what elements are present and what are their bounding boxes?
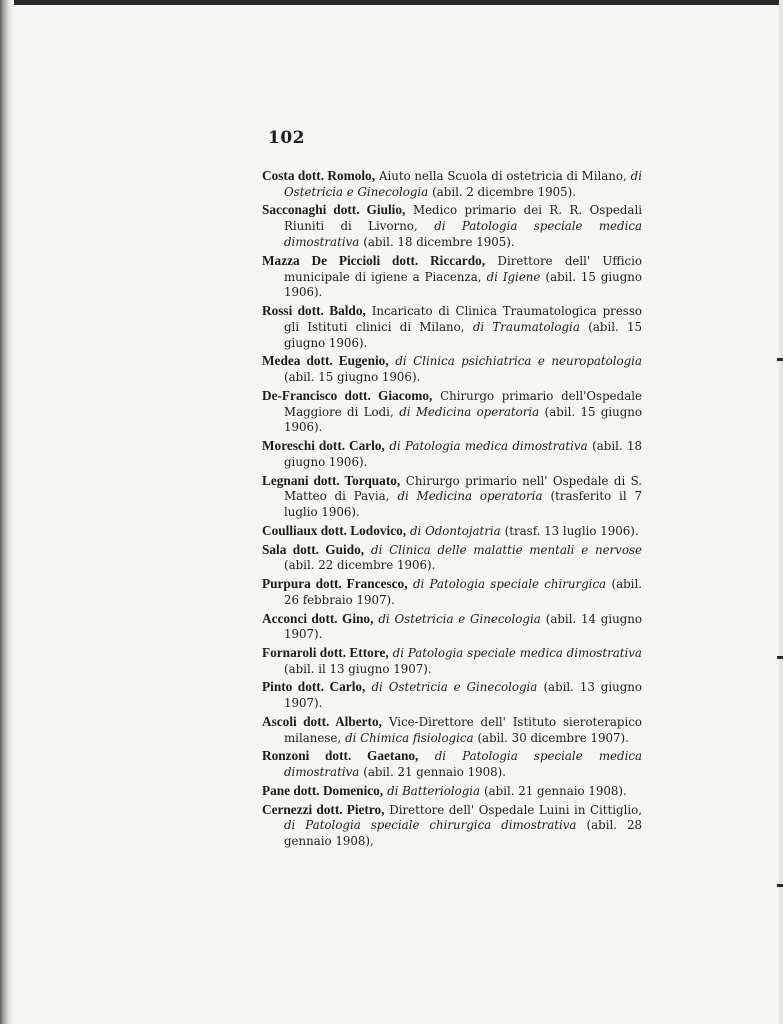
entry-subject: di Patologia speciale medica dimostrativa: [284, 219, 642, 250]
entry-subject: di Ostetricia e Ginecologia: [284, 169, 642, 199]
entry-name: Pane dott. Domenico,: [262, 782, 384, 798]
entry-date: (abil. 18 giugno 1906).: [284, 439, 642, 469]
entry-date: (abil. 21 gennaio 1908).: [483, 783, 627, 798]
entry-date: (abil. 28 gennaio 1908),: [284, 818, 642, 849]
right-edge-mark: [777, 656, 783, 659]
entry-subject: di Patologia medica dimostrativa: [389, 439, 588, 454]
top-border-line: [0, 0, 783, 5]
entry-date: (trasf. 13 luglio 1906).: [504, 523, 639, 538]
entry-subject: di Odontojatria: [410, 523, 501, 538]
entry-name: Moreschi dott. Carlo,: [262, 438, 385, 454]
entry-subject: di Ostetricia e Ginecologia: [371, 680, 538, 695]
list-item: [262, 802, 642, 850]
entry-date: (abil. il 13 giugno 1907).: [284, 661, 432, 676]
entry-subject: di Patologia speciale chirurgica dimostrativa: [284, 818, 577, 833]
entry-subject: di Traumatologia: [472, 319, 580, 334]
list-item: [262, 353, 642, 386]
entry-description: Incaricato di Clinica Traumatologica presso gli Istituti clinici di Milano,: [284, 304, 643, 334]
entry-name: Purpura dott. Francesco,: [262, 576, 408, 592]
entry-date: (abil. 13 giugno 1907).: [284, 680, 642, 711]
list-item: [262, 473, 642, 521]
entry-name: Ronzoni dott. Gaetano,: [262, 748, 419, 764]
entry-description: Chirurgo primario dell'Ospedale Maggiore di Lodi,: [284, 388, 642, 419]
list-item: [262, 645, 642, 678]
entry-date: (abil. 26 febbraio 1907).: [284, 577, 642, 607]
entry-name: Coulliaux dott. Lodovico,: [262, 522, 407, 538]
entry-subject: di Ostetricia e Ginecologia: [378, 611, 541, 626]
list-item: [262, 303, 642, 351]
entry-name: Sacconaghi dott. Giulio,: [262, 202, 406, 218]
entry-subject: di Clinica psichiatrica e neuropatologia: [395, 354, 642, 369]
entry-description: Direttore dell' Ufficio municipale di igiene a Piacenza,: [284, 253, 642, 284]
entry-date: (abil. 15 giugno 1906).: [284, 319, 642, 350]
entry-date: (abil. 15 giugno 1906).: [284, 269, 642, 300]
entry-name: Ascoli dott. Alberto,: [262, 713, 382, 729]
entry-subject: di Clinica delle malattie mentali e nervose: [371, 542, 642, 557]
right-edge-mark: [777, 884, 783, 887]
entry-subject: di Patologia speciale medica dimostrativa: [392, 646, 642, 660]
entry-description: Vice-Direttore dell' Istituto sieroterapico milanese,: [284, 714, 642, 745]
entry-date: (abil. 18 dicembre 1905).: [363, 235, 515, 250]
entry-subject: di Medicina operatoria: [397, 489, 543, 504]
entry-subject: di Batteriologia: [387, 783, 481, 798]
entry-description: Direttore dell' Ospedale Luini in Cittiglio,: [389, 802, 642, 817]
entry-date: (abil. 30 dicembre 1907).: [477, 730, 629, 745]
entry-date: (abil. 15 giugno 1906).: [284, 370, 421, 385]
entry-subject: di Patologia speciale medica dimostrativa: [284, 749, 642, 780]
list-item: [262, 168, 642, 201]
entry-subject: di Chimica fisiologica: [345, 730, 474, 745]
list-item: [262, 611, 642, 644]
entry-name: Medea dott. Eugenio,: [262, 353, 389, 369]
entry-date: (abil. 22 dicembre 1906).: [284, 558, 436, 573]
entry-date: (abil. 14 giugno 1907).: [284, 611, 642, 642]
entry-date: (abil. 21 gennaio 1908).: [363, 765, 506, 780]
entry-name: Acconci dott. Gino,: [262, 610, 374, 626]
entry-name: Pinto dott. Carlo,: [262, 679, 366, 695]
entry-subject: di Igiene: [486, 269, 541, 284]
list-item: [262, 253, 642, 301]
entry-name: De-Francisco dott. Giacomo,: [262, 387, 433, 403]
entry-name: Fornaroli dott. Ettore,: [262, 645, 389, 660]
right-edge-mark: [777, 358, 783, 361]
list-item: [262, 679, 642, 712]
entry-name: Costa dott. Romolo,: [262, 168, 376, 183]
entry-date: (abil. 2 dicembre 1905).: [432, 184, 577, 199]
list-item: [262, 714, 642, 747]
entry-description: Aiuto nella Scuola di ostetricia di Milano,: [378, 169, 627, 183]
list-item: [262, 783, 642, 800]
list-item: [262, 202, 642, 250]
list-item: [262, 388, 642, 436]
entry-date: (abil. 15 giugno 1906).: [284, 404, 642, 435]
entry-name: Cernezzi dott. Pietro,: [262, 801, 385, 817]
entry-subject: di Patologia speciale chirurgica: [412, 577, 607, 592]
list-item: [262, 576, 642, 609]
list-item: [262, 542, 642, 575]
left-binding-edge: [0, 0, 14, 1024]
list-item: [262, 748, 642, 781]
entry-name: Sala dott. Guido,: [262, 541, 365, 557]
faculty-list: [262, 168, 642, 852]
entry-subject: di Medicina operatoria: [399, 404, 540, 419]
entry-description: Medico primario dei R. R. Ospedali Riuniti di Livorno,: [284, 203, 642, 234]
entry-date: (trasferito il 7 luglio 1906).: [284, 489, 642, 520]
page-number: 102: [268, 128, 305, 148]
entry-name: Mazza De Piccioli dott. Riccardo,: [262, 252, 486, 268]
entry-description: Chirurgo primario nell' Ospedale di S. Matteo di Pavia,: [284, 473, 643, 504]
list-item: [262, 523, 642, 540]
list-item: [262, 438, 642, 471]
entry-name: Legnani dott. Torquato,: [262, 472, 401, 488]
right-page-edge: [779, 0, 783, 1024]
entry-name: Rossi dott. Baldo,: [262, 303, 366, 319]
